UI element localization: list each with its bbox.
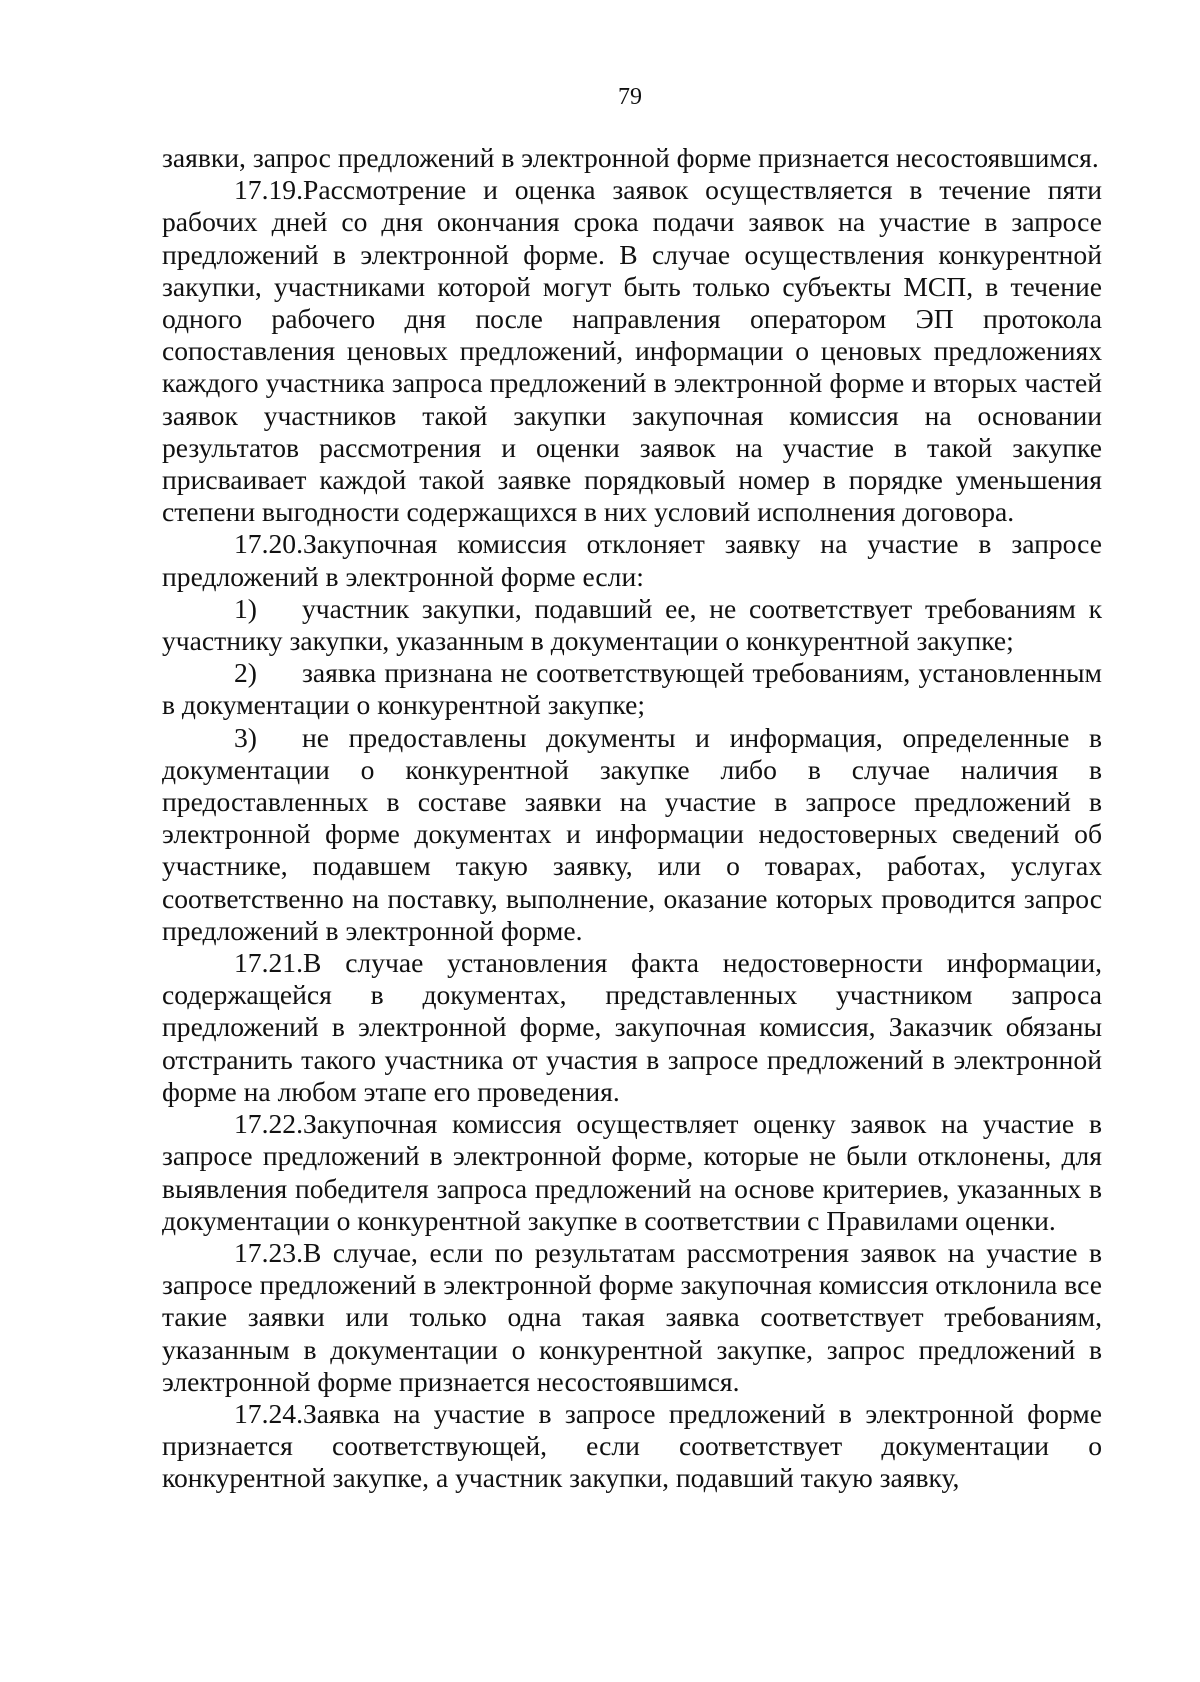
- list-item-text: участник закупки, подавший ее, не соответствует требованиям к участнику закупки, указанным в документации о конкурентной закупке;: [162, 592, 1102, 657]
- list-item-text: не предоставлены документы и информация, определенные в документации о конкурентной закупке либо в случае наличия в предоставленных в составе заявки на участие в запросе предложений в электронной форме документах и информации недостоверных сведений об участнике, подавшем такую заявку, или о товарах, работах, услугах соответственно на поставку, выполнение, оказание которых проводится запрос предложений в электронной форме.: [162, 721, 1102, 946]
- paragraph-continuation: заявки, запрос предложений в электронной форме признается несостоявшимся.: [162, 142, 1099, 173]
- paragraph-17-21: 17.21.В случае установления факта недостоверности информации, содержащейся в документах, представленных участником запроса предложений в электронной форме, закупочная комиссия, Заказчик обязаны отстранить такого участника от участия в запросе предложений в электронной форме на любом этапе его проведения.: [162, 947, 1102, 1107]
- paragraph-17-23: 17.23.В случае, если по результатам рассмотрения заявок на участие в запросе предложений в электронной форме закупочная комиссия отклонила все такие заявки или только одна такая заявка соответствует требованиям, указанным в документации о конкурентной закупке, запрос предложений в электронной форме признается несостоявшимся.: [162, 1236, 1102, 1397]
- paragraph-17-24: 17.24.Заявка на участие в запросе предложений в электронной форме признается соответствующей, если соответствует документации о конкурентной закупке, а участник закупки, подавший такую заявку,: [162, 1397, 1102, 1494]
- list-item-text: заявка признана не соответствующей требованиям, установленным в документации о конкурентной закупке;: [162, 657, 1102, 721]
- paragraph-17-22: 17.22.Закупочная комиссия осуществляет оценку заявок на участие в запросе предложений в электронной форме, которые не были отклонены, для выявления победителя запроса предложений на основе критериев, указанных в документации о конкурентной закупке в соответствии с Правилами оценки.: [162, 1108, 1102, 1236]
- page-number: 79: [618, 84, 642, 110]
- list-item-number: 3): [234, 721, 257, 753]
- list-item-1: [162, 593, 1102, 657]
- paragraph-17-19: 17.19.Рассмотрение и оценка заявок осуществляется в течение пяти рабочих дней со дня окончания срока подачи заявок на участие в запросе предложений в электронной форме. В случае осуществления конкурентной закупки, участниками которой могут быть только субъекты МСП, в течение одного рабочего дня после направления оператором ЭП протокола сопоставления ценовых предложений, информации о ценовых предложениях каждого участника запроса предложений в электронной форме и вторых частей заявок участников такой закупки закупочная комиссия на основании результатов рассмотрения и оценки заявок на участие в такой закупке присваивает каждой такой заявке порядковый номер в порядке уменьшения степени выгодности содержащихся в них условий исполнения договора.: [162, 174, 1102, 528]
- list-item-number: 2): [234, 657, 257, 689]
- list-item-number: 1): [234, 592, 257, 624]
- list-item-2: [162, 657, 1102, 721]
- document-body: [162, 142, 1102, 1495]
- list-item-3: [162, 722, 1102, 947]
- paragraph-17-20: 17.20.Закупочная комиссия отклоняет заявку на участие в запросе предложений в электронной форме если:: [162, 528, 1102, 592]
